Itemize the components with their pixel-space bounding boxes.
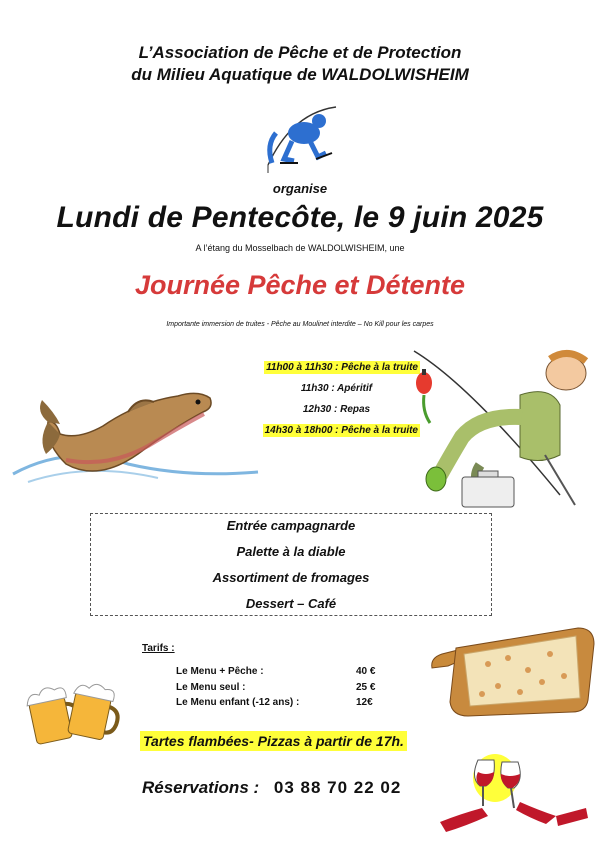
association-line-1: L’Association de Pêche et de Protection xyxy=(138,43,462,62)
price-row xyxy=(176,666,406,682)
fisherman-logo-icon xyxy=(262,103,340,175)
price-row xyxy=(176,682,406,698)
relaxing-fisherman-icon xyxy=(410,345,595,515)
price-label: Le Menu + Pêche : xyxy=(176,666,264,677)
schedule xyxy=(205,360,420,444)
schedule-item: 14h30 à 18h00 : Pêche à la truite xyxy=(264,425,418,436)
reservation xyxy=(142,778,401,798)
menu-item: Assortiment de fromages xyxy=(212,570,370,585)
beer-mugs-icon xyxy=(24,673,120,751)
price-value: 12€ xyxy=(356,697,373,708)
fishing-info: Importante immersion de truites - Pêche au Moulinet interdite – No Kill pour les carpes xyxy=(166,321,434,328)
reservation-label: Réservations : xyxy=(142,778,260,797)
tarifs-heading: Tarifs : xyxy=(142,643,175,654)
price-value: 40 € xyxy=(356,666,376,677)
menu-item: Entrée campagnarde xyxy=(226,518,356,533)
venue-text: A l’étang du Mosselbach de WALDOLWISHEIM, une xyxy=(195,243,405,253)
schedule-item: 11h30 : Apéritif xyxy=(300,383,373,394)
price-label: Le Menu seul : xyxy=(176,682,246,693)
reservation-phone: 03 88 70 22 02 xyxy=(273,778,402,797)
menu-box xyxy=(90,513,492,616)
menu-item: Palette à la diable xyxy=(236,544,346,559)
organise-text: organise xyxy=(272,181,328,196)
menu-item: Dessert – Café xyxy=(245,596,337,611)
event-title: Journée Pêche et Détente xyxy=(134,270,466,300)
price-row xyxy=(176,697,406,713)
schedule-item: 12h30 : Repas xyxy=(302,404,371,415)
association-name xyxy=(0,42,600,86)
schedule-item: 11h00 à 11h30 : Pêche à la truite xyxy=(266,362,418,373)
event-date: Lundi de Pentecôte, le 9 juin 2025 xyxy=(56,201,544,234)
association-line-2: du Milieu Aquatique de WALDOLWISHEIM xyxy=(131,65,469,84)
price-value: 25 € xyxy=(356,682,376,693)
wine-toast-icon xyxy=(440,752,590,834)
tarte-flambee-icon xyxy=(428,620,598,720)
price-label: Le Menu enfant (-12 ans) : xyxy=(176,697,300,708)
tartes-flambees-banner: Tartes flambées- Pizzas à partir de 17h. xyxy=(140,733,407,749)
